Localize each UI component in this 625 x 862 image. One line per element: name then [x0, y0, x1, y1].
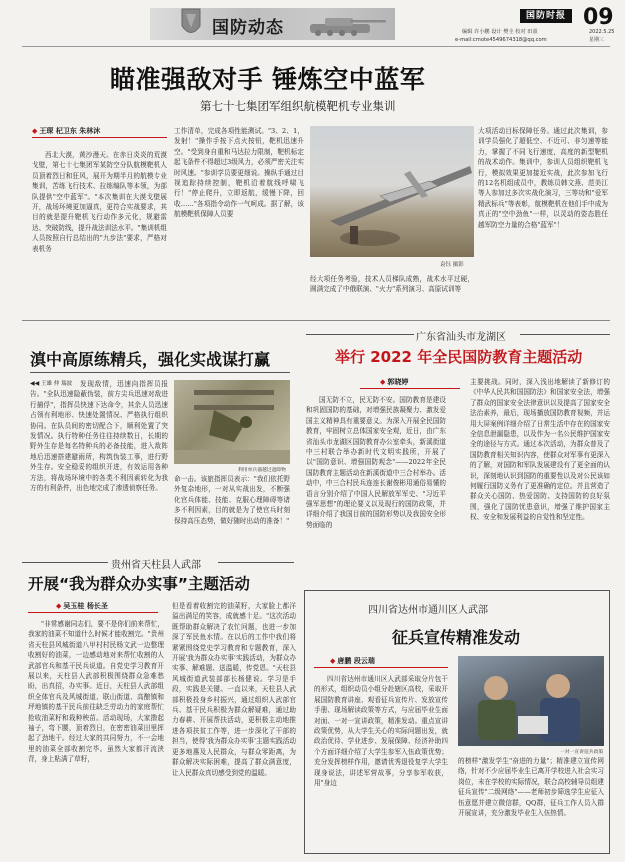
- story1-photo-drone: [310, 126, 474, 257]
- story3-headline: 举行 2022 年全民国防教育主题活动: [335, 348, 583, 366]
- issue-date: 2022.5.25: [589, 29, 615, 35]
- story4-column-1: "非常感谢同志们，要不是你们前来帮忙，我家的油菜不知道什么时候才能收割完。"贵州省天柱县风城街道八甲村村民杨文武一边整理收割好的油菜，一边感动地对来帮忙收割的人武部官兵和基干民兵说道。自党史学习教育开展以来，天柱县人武部积极围绕群众急难愁盼，出真招，办实事。近日，天柱县人武部组织全体官兵及风城街道、联山街道、高酿镇和坪地镇的基干民兵前往缺乏劳动力的家庭帮忙抢收油菜籽和栽种秧苗。活动现场，大家撸起袖子，弯下腰，顶着烈日，在密密油菜田里挥起了劲地干。经过大家的共同努力，不一会地里的油菜全部收割完毕。虽然大家都汗流浃背，身上粘满了草籽，: [28, 620, 164, 764]
- story1-column-4: 大项活动目标保障任务。通过此次集训，参训学员强化了超低空、不近可、非匀速等能力，掌握了不同飞行速度，高度的新型靶机的战术动作。集训中，参训人员组织靶机飞行，模拟效果更加接近实战，此次参加飞行的12名机组成员中，教练员韩文燕、范美江等人参加过多次实战化演习，三等功和"爱军精武标兵"等表彰，航模靶机在他们手中成为真正的"空中劲鱼"一样，以灵动的姿态胜任越军防空力量的合格"蓝军"！: [478, 127, 608, 229]
- arrows-icon: ◀◀: [30, 380, 42, 387]
- story4-byline-rule: [28, 612, 158, 613]
- story1-byline-rule: [32, 137, 167, 138]
- brand-logo: 国防时报: [520, 9, 572, 23]
- story2-photo-caption: 利用单兵器越过遮障物: [238, 468, 286, 473]
- diamond-icon: ◆: [380, 378, 386, 386]
- masthead: [0, 0, 625, 48]
- story2-column-2: 命一击。该旅指挥员表示："我们依托野外复杂地形，一对从实战出发，不断强化官兵体能、技能、克服心理障碍等诸多不利因素，目的就是为了使官兵时刻保持高压态势，做好随时出动的准备！": [174, 475, 290, 525]
- story4-headline: 开展“我为群众办实事”主题活动: [28, 575, 250, 593]
- story3-byline: ◆ 郭晓婷: [380, 378, 409, 386]
- editor-credits: 编辑 许小鹏 设计 樊圭 校对 田盈: [462, 29, 538, 35]
- story5-byline-rule: [314, 667, 448, 668]
- story1-column-2: 工作清单，完成各项性能测试。"3、2、1，发射！"操作手按下点火按钮，靶机迅速升空。"受到身自重和马达拉力限制，靶机标定起飞条件不得超过3级风力，必须严密关注实时风速。"参训学员要更细说。操纵手通过目视追踪持续控制，靶机沿着航线呼啸飞行！"停止爬升，立即返航，缓慢下降，回收……"各项指令动作一气呵成。据了解，该航模靶机保障人员要: [174, 127, 304, 219]
- diamond-icon: ◆: [32, 127, 38, 135]
- story5-column-1: 四川省达州市通川区人武部采取分片包干的形式，组织动员小组分赴辖区高校，采取开展国防教育讲座、观看征兵宣传片、发放宣传手册、现场解读政策等方式，与应届毕业生面对面、一对一宣讲政策，精准发动。重点宣讲政策优势，从大学生关心的实际问题出发，就政治优待、学业进步、发展保障、经济补助四个方面详细介绍了大学生参军入伍政策优势；充分发挥榜样作用，邀请优秀退役复学大学生现身说法，讲述军营故事，分享参军收获，用"身边: [314, 675, 448, 788]
- diamond-icon: ◆: [56, 602, 62, 610]
- section-title: 国防动态: [212, 18, 284, 38]
- story2-column-1: 发现敌情，迅速向指挥员报告。"全队迅速隐蔽伪装，前方尖兵迅速对敌进行捕俘"，指挥员快速下达命令，其余人员迅速占领有利地形、快速处置情况、严格执行组织协同。在队员间的密切配合下，顺利处置了突发情况。执行特种任务往往持续数日，长期的野外生存是每名特种兵的必备技能，进入敌阵地后迅速搭建避雨所，构筑伪装工事，进行野外生存。安全稳妥的组织开进，有效运用各种方法，将战场环境中的各类不利因素转化为我方的有利条件，出色地完成了渗透侦察任务。: [30, 380, 168, 493]
- page-number: 09: [583, 5, 614, 30]
- masthead-rule: [22, 46, 610, 47]
- story2-headline-rule: [30, 372, 290, 373]
- story3-place: 广东省汕头市龙湖区: [416, 332, 506, 343]
- story3-place-line-left: [306, 334, 414, 335]
- story3-byline-rule: [360, 388, 460, 389]
- contact-email: e-mail:cmote4549674318@qq.com: [455, 37, 547, 43]
- story5-column-2: 的榜样"激发学生"奋进的力量"；精准建立宣传网络，针对不少应届毕业生已离开学校进入社会实习岗位，未在学校的实际情况，联合高校辅导员组建征兵宣传"二级网络"——老师初步筛选学生应征入伍意愿并建立微信群，QQ群，征兵工作人员入群开展宣讲，充分激发毕业生入伍热情。: [458, 757, 604, 818]
- story1-subtitle: 第七十七集团军组织航模靶机专业集训: [200, 99, 396, 113]
- story1-column-3: 经大项任务考验，技术人员梯队成熟，战术水平过硬，圆满完成了中俄联演、"火力"系列演习、高原试训等: [310, 275, 474, 294]
- story1-byline: ◆ 王琛 杞卫东 朱林沐: [32, 127, 101, 135]
- story5-photo-consultation: [458, 656, 604, 746]
- story2-byline: ◀◀ 王雄 仲 瑞波: [30, 380, 73, 387]
- story4-place: 贵州省天柱县人武部: [108, 556, 204, 571]
- story5-headline: 征兵宣传精准发动: [392, 628, 521, 647]
- story4-place-line-right: [218, 562, 294, 563]
- story1-column-1: 西北大漠，黄沙漫天。在赤日炎炎的荒漠戈壁，第七十七集团军某防空分队航模靶机人员顶着烈日和狂风，展开为期半月的航模专业集训，苦练飞行技术、拉练编队等本领，为部队提供"空中蓝军"。"本次集训在大漠戈壁展开，战场环境更加逼真，更符合实战要求，其目的就是提升靶机飞行动作多元化，规避雷达、突破防线，提升战法训法水平。"集训机组人员按照自行总结出的"九步法"要求，严格对表机务: [32, 151, 167, 253]
- story4-column-2: 但是看着收割完的油菜籽，大家脸上都洋溢出满足的笑容，成就感十足。"这次活动既帮助群众解决了农忙问题，也进一步加深了军民鱼水情。在以后的工作中我们将紧紧围绕党史学习教育和专题教育，深入开展'我为群众办实事'实践活动，为群众办实事、解难题、送温暖，传党恩。"天柱县风城街道武装部部长杨健说。学习是手段，实践是关键。一直以来，天柱县人武部积极投身乡村振兴，通过组织人武部官兵、基干民兵积极为群众解疑难，通过助力春耕、开展帮扶活动，更积极主动地推进各项扶贫工作等，进一步深化了干部的担当，使得'我为群众办实事'主题实践活动更多地惠及人民群众，与群众零距离，为群众解决实际困难，提高了群众满意度，让人民群众真切感受到党的温暖。: [172, 602, 296, 777]
- tank-graphic-icon: [300, 12, 390, 38]
- story5-place: 四川省达州市通川区人武部: [368, 605, 488, 616]
- story5-photo-caption: 一对一宣讲征兵政策: [560, 750, 604, 755]
- story5-byline: ◆ 唐鹏 段云瑞: [330, 657, 375, 665]
- story-divider: [22, 320, 610, 321]
- issue-weekday: 星期三: [589, 37, 605, 43]
- story2-photo-soldier: [174, 380, 290, 464]
- diamond-icon: ◆: [330, 657, 336, 665]
- shield-emblem-icon: [180, 6, 202, 40]
- story3-column-2: 主要挑战。同时，深入浅出地解读了新修订的《中华人民共和国国防法》和国家安全法，增强了群众的国家安全法律意识以及提高了国家安全法治素养，最后，现场播放国防教育视频，并运用大屏案例详细介绍了日常生活中存在的国家安全信息泄漏隐患，以及作为一名公民维护国家安全的途径与方式。通过本次活动，为群众普及了国防教育相关知识内容，使群众对军事有更深入的了解，对国防和军队发展建设有了更全面的认识，深刻地认识到国防的重要性以及对公民该如何履行国防义务有了更准确的定位。并且营造了群众关心国防、热爱国防、支持国防的良好氛围，强化了国防忧患意识，增强了维护国家主权、安全和发展利益的自觉性和坚定性。: [470, 378, 610, 522]
- story2-headline: 滇中高原练精兵，强化实战谋打赢: [30, 350, 271, 369]
- story1-headline: 瞄准强敌对手 锤炼空中蓝军: [110, 65, 426, 94]
- story1-photo-caption: 袁钰 摄影: [440, 262, 464, 268]
- story3-column-1: 国无防不立，民无防不安。国防教育是建设和巩固国防的基础，对增强民族凝聚力、激发爱国主义精神具有重要意义。为深入开展全民国防教育，牢固树立总体国家安全观，近日，由广东省汕头市龙湖区国防教育办公室牵头，新溪街道中三村联合举办新时代文明实践所，开展了以"国防意识、增强国防观念"——2022年全民国防教育主题活动在新溪街道中三合村举办。活动中，中三合村民兵连连长谢俊彬用通俗易懂的语言分别介绍了中国人民解放军军史、"习近平强军思想"的理论要义以及现行的国防政策，并详细介绍了我国目前的国防形势以及我国安全形势面临的: [306, 396, 446, 529]
- story3-place-line-right: [520, 334, 610, 335]
- story4-byline: ◆ 吴玉桂 杨长圣: [56, 602, 108, 610]
